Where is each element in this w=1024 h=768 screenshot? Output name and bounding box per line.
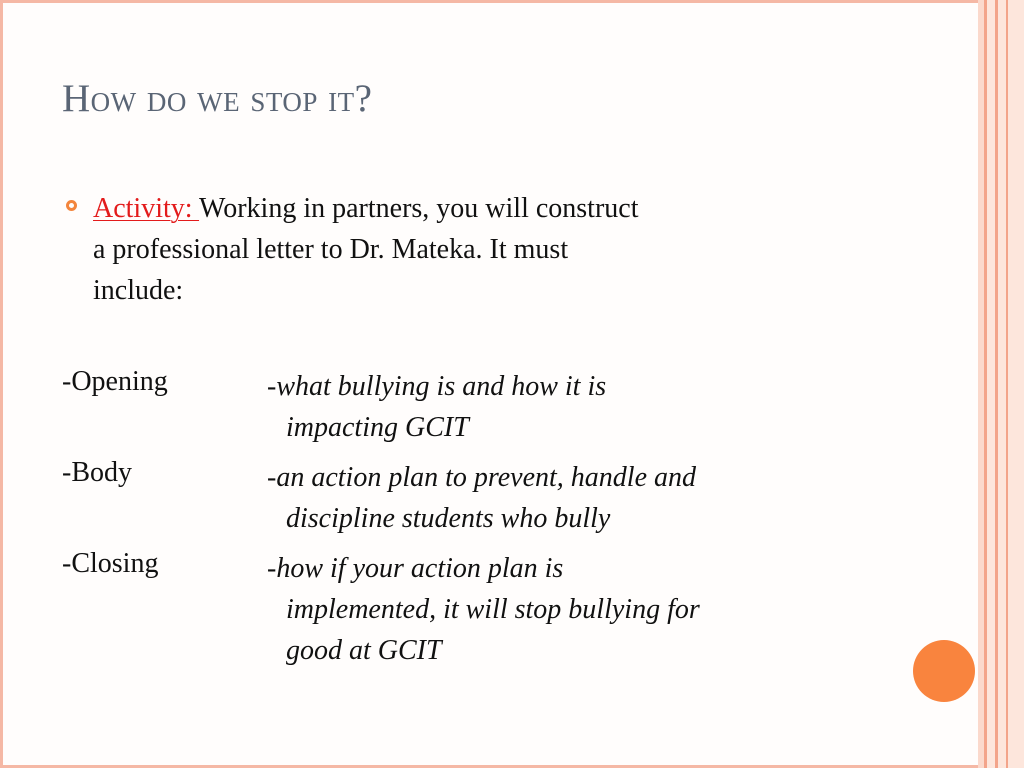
activity-text: include: [93, 275, 184, 306]
activity-paragraph [93, 188, 893, 311]
section-label: -Opening [62, 366, 168, 397]
section-dash: - [267, 462, 277, 493]
section-text: how if your action plan is [276, 553, 564, 584]
section-label: -Closing [62, 548, 159, 579]
activity-line-1 [93, 188, 893, 229]
section-description [267, 457, 887, 539]
section-dash: - [267, 371, 277, 402]
decorative-circle [913, 640, 975, 702]
right-stripe [1008, 0, 1024, 768]
section-text: impacting GCIT [286, 412, 469, 443]
slide-title: How do we stop it? [62, 77, 373, 120]
section-description [267, 548, 887, 671]
section-text: an action plan to prevent, handle and [276, 462, 696, 493]
right-stripe [987, 0, 995, 768]
activity-text: Working in partners, you will construct [199, 193, 639, 224]
bullet-icon [66, 200, 77, 211]
activity-label: Activity: [93, 193, 200, 224]
section-label: -Body [62, 457, 132, 488]
section-description-line [267, 548, 887, 589]
section-text: what bullying is and how it is [276, 371, 607, 402]
right-stripe [998, 0, 1006, 768]
section-text: good at GCIT [286, 635, 442, 666]
section-text: discipline students who bully [286, 503, 611, 534]
section-dash: - [267, 553, 277, 584]
section-description-line [267, 366, 887, 407]
section-description-line [267, 457, 887, 498]
section-description [267, 366, 887, 448]
activity-text: a professional letter to Dr. Mateka. It must [93, 234, 569, 265]
section-text: implemented, it will stop bullying for [286, 594, 700, 625]
